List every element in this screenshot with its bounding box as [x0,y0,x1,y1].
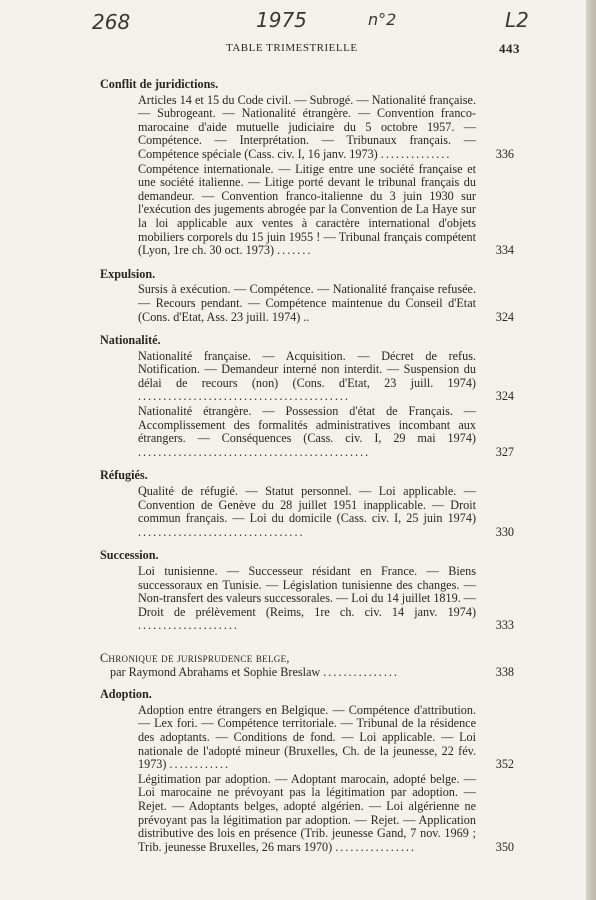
running-head-title: TABLE TRIMESTRIELLE [226,42,358,54]
section-heading: Réfugiés. [100,468,148,483]
table-content [100,78,514,855]
index-entry [138,704,514,772]
leader-dots: ............ [169,757,231,772]
leader-dots: .............................................. [138,444,371,459]
leader-dots: ....... [277,243,313,258]
chronique-block [100,652,514,679]
entry-text: Articles 14 et 15 du Code civil. — Subrogé. — Nationalité française. — Subrogeant. — Nationalité étrangère. — Convention franco-marocaine d'aide mutuelle judiciaire du 5 octobre 1957. — Compétence. — Interprétation. — Tribunaux français. — Compétence spéciale (Cass. civ. I, 16 janv. 1973) [138,92,476,161]
index-entry [138,283,514,324]
entry-page: 350 [495,839,514,854]
entry-page: 352 [495,757,514,772]
section-heading: Nationalité. [100,333,161,348]
entry-text: Nationalité française. — Acquisition. — Décret de refus. Notification. — Demandeur interné non interdit. — Suspension du délai de recours (non) (Cons. d'Etat, 23 juill. 1974) [138,348,476,390]
entry-page: 333 [495,618,514,633]
section-heading: Expulsion. [100,266,156,281]
entry-text: Sursis à exécution. — Compétence. — Nationalité française refusée. — Recours pendant. — Compétence maintenue du Conseil d'Etat (Cons. d'Etat, Ass. 23 juill. 1974) .. [138,282,476,324]
leader-dots: ................................. [138,524,305,539]
entry-page: 330 [495,524,514,539]
handwritten-number: 268 [92,10,131,34]
leader-dots: .............. [380,146,452,161]
entry-page: 324 [495,389,514,404]
entry-text: Loi tunisienne. — Successeur résidant en France. — Biens successoraux en Tunisie. — Législation tunisienne des changes. — Non-transfert des valeurs successorales. — Loi du 14 juillet 1819. — Droit de prélèvement (Reims, 1re ch. civ. 14 janv. 1974) [138,564,476,619]
entry-page: 334 [495,243,514,258]
entry-text: Nationalité étrangère. — Possession d'état de Français. — Accomplissement des formalités administratives incombant aux étrangers. — Conséquences (Cass. civ. I, 29 mai 1974) [138,404,476,446]
chronique-authors: par Raymond Abrahams et Sophie Breslaw [110,664,321,679]
chronique-title: Chronique de jurisprudence belge, [100,650,290,665]
index-entry [138,350,514,404]
handwritten-year: 1975 [256,8,307,32]
leader-dots: .................... [138,618,239,633]
index-entry [138,485,514,539]
entry-text: Adoption entre étrangers en Belgique. — Compétence d'attribution. — Lex fori. — Compétence territoriale. — Tribunal de la résidence des adoptants. — Conditions de fond. — Loi applicable. — Loi nationale de l'adopté mineur (Bruxelles, Ch. de la jeunesse, 22 fév. 1973) [138,702,476,772]
entry-text: Compétence internationale. — Litige entre une société française et une société italienne. — Litige porté devant le tribunal français du demandeur. — Convention franco-italienne du 3 juin 1930 sur l'exécution des jugements abrogée par la Convention de La Haye sur la loi applicable aux ventes à caractère international d'objets mobiliers corporels du 15 juin 1955 ! — Tribunal français compétent (Lyon, 1re ch. 30 oct. 1973) [138,161,476,258]
section-heading: Conflit de juridictions. [100,77,219,91]
leader-dots: ................ [335,839,416,854]
handwritten-code: L2 [505,8,529,32]
leader-dots: ............... [323,664,399,679]
page-number: 443 [499,41,520,56]
entry-page: 327 [495,444,514,459]
section-heading: Adoption. [100,687,152,702]
chronique-page: 338 [495,664,514,679]
section-heading: Succession. [100,548,159,563]
handwritten-issue: n°2 [368,10,397,29]
leader-dots: .......................................... [138,389,350,404]
entry-text: Qualité de réfugié. — Statut personnel. — Loi applicable. — Convention de Genève du 28 juillet 1951 inapplicable. — Droit commun français. — Loi du domicile (Cass. civ. I, 25 juin 1974) [138,484,476,526]
entry-text: Légitimation par adoption. — Adoptant marocain, adopté belge. — Loi marocaine ne prévoyant pas la légitimation par adoption. — Rejet. — Adoptants belges, adopté algérien. — Loi algérienne ne prévoyant pas la légitimation par adoption. — Rejet. — Application distributive des lois en présence (Trib. jeunesse Gand, 7 nov. 1969 ; Trib. jeunesse Bruxelles, 26 mars 1970) [138,771,476,854]
entry-page: 324 [495,309,514,324]
entry-page: 336 [495,146,514,161]
index-entry [138,163,514,258]
index-entry [138,94,514,162]
index-entry [138,405,514,459]
index-entry [138,565,514,633]
index-entry [138,773,514,855]
page-edge [586,0,596,900]
